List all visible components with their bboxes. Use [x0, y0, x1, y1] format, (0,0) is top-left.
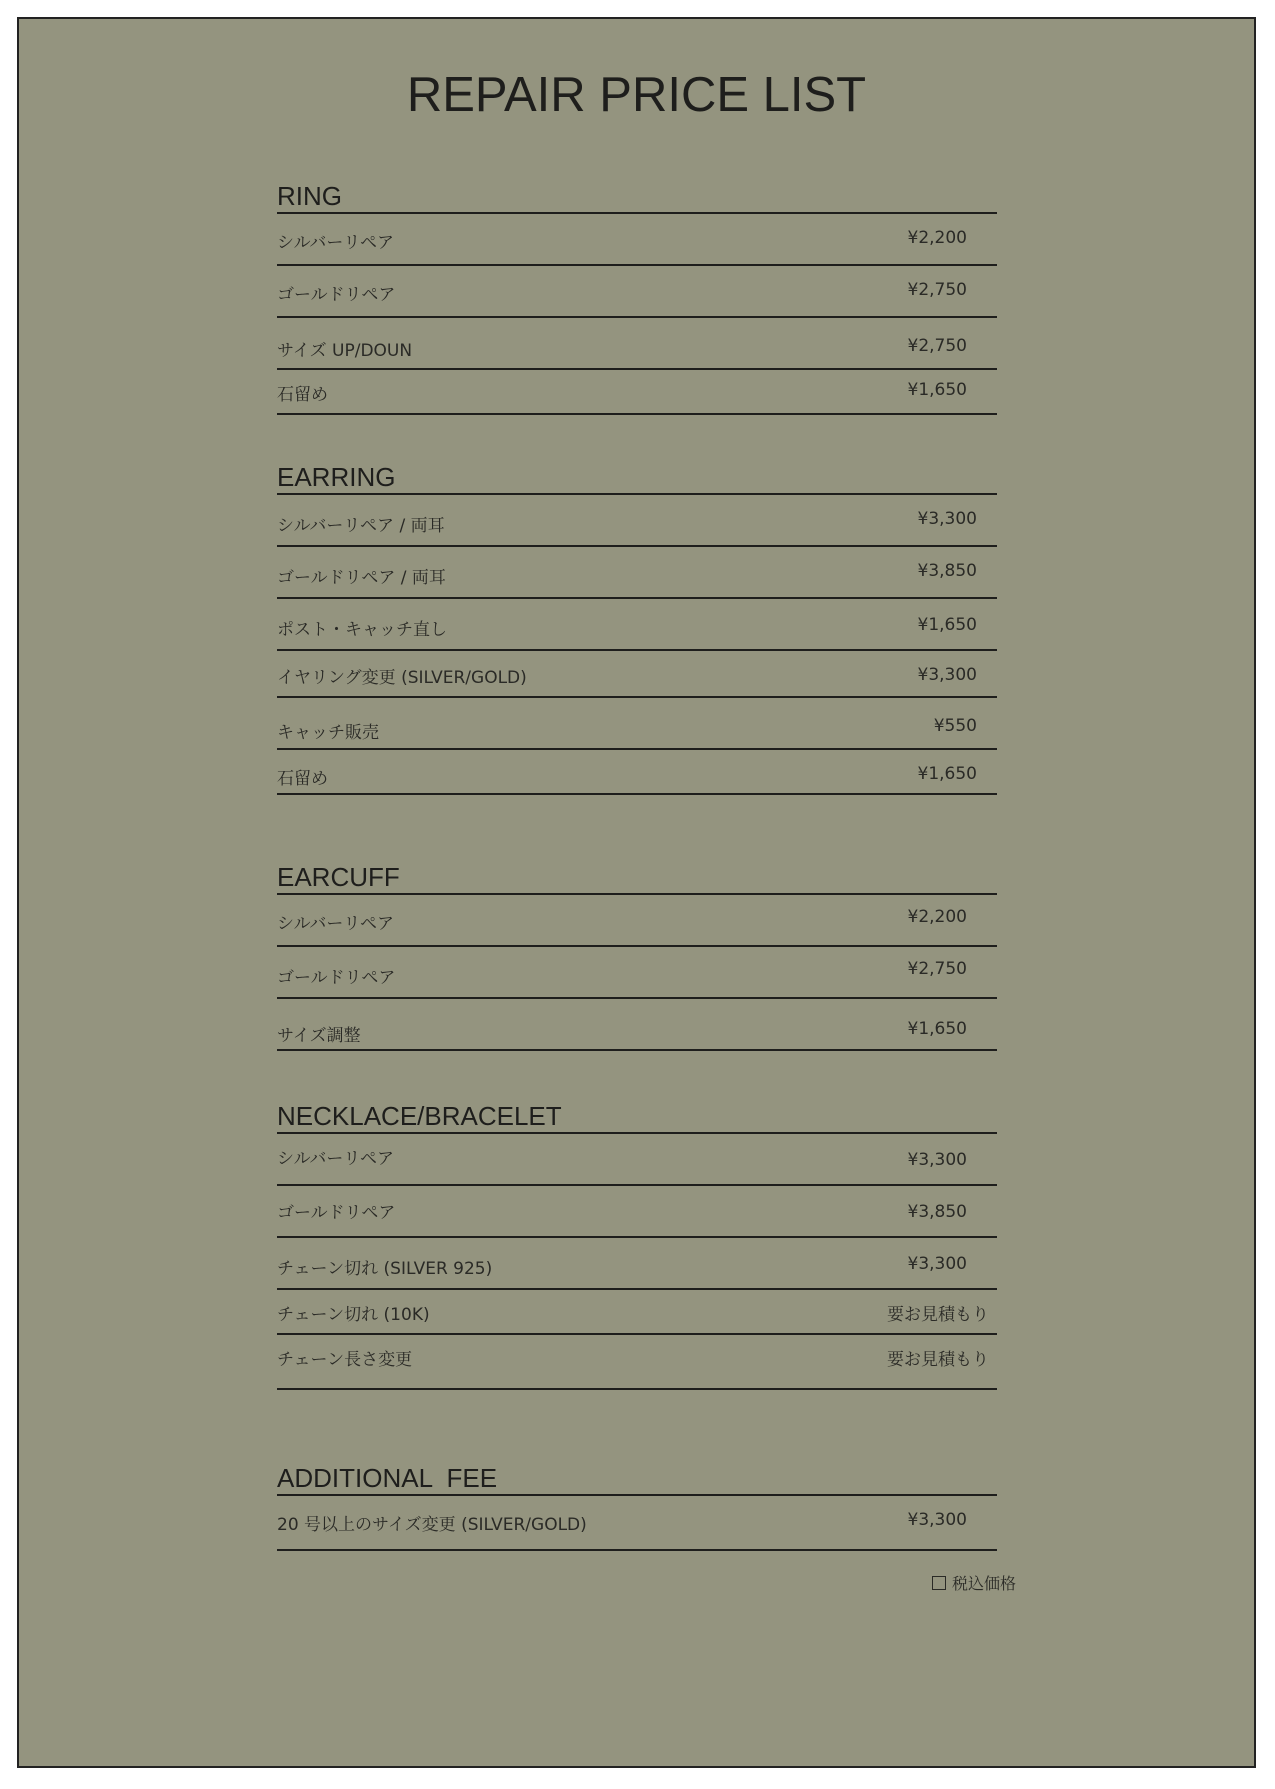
price-list-sheet — [17, 17, 1256, 1768]
item-label: ポスト・キャッチ直し — [277, 620, 447, 640]
price-row — [277, 1335, 997, 1390]
item-label: シルバーリペア — [277, 233, 395, 253]
checkbox-square-icon — [932, 1576, 946, 1590]
item-price: ¥3,300 — [917, 665, 977, 685]
price-row — [277, 698, 997, 750]
price-row — [277, 1290, 997, 1335]
price-row — [277, 547, 997, 599]
item-label: ゴールドリペア / 両耳 — [277, 568, 446, 588]
item-price: ¥3,300 — [907, 1150, 967, 1170]
item-label: ゴールドリペア — [277, 285, 396, 305]
item-label: 20 号以上のサイズ変更 (SILVER/GOLD) — [277, 1515, 587, 1535]
price-row — [277, 1134, 997, 1186]
section-title: NECKLACE/BRACELET — [277, 1103, 997, 1134]
item-price: ¥2,200 — [907, 907, 967, 927]
price-row — [277, 999, 997, 1051]
item-label: シルバーリペア / 両耳 — [277, 516, 445, 536]
tax-included-label: 税込価格 — [951, 1574, 1016, 1593]
item-price: ¥550 — [933, 716, 977, 736]
section-earcuff — [277, 864, 997, 1051]
price-row — [277, 947, 997, 999]
price-row — [277, 1238, 997, 1290]
price-row — [277, 599, 997, 651]
item-label: チェーン切れ (SILVER 925) — [277, 1259, 493, 1279]
item-price: ¥3,300 — [907, 1254, 967, 1274]
item-price: ¥1,650 — [917, 764, 977, 784]
item-price: ¥3,850 — [917, 561, 977, 581]
section-title: EARRING — [277, 464, 997, 495]
price-row — [277, 651, 997, 698]
section-earring — [277, 464, 997, 795]
price-row — [277, 1496, 997, 1551]
item-label: イヤリング変更 (SILVER/GOLD) — [277, 668, 527, 688]
item-price: ¥3,300 — [907, 1510, 967, 1530]
item-label: キャッチ販売 — [277, 723, 379, 743]
section-necklace-bracelet — [277, 1103, 997, 1390]
item-price: ¥2,750 — [907, 280, 967, 300]
section-title: ADDITIONAL FEE — [277, 1465, 997, 1496]
section-additional-fee — [277, 1465, 997, 1551]
item-price: ¥1,650 — [917, 615, 977, 635]
item-label: 石留め — [277, 385, 328, 405]
price-row — [277, 214, 997, 266]
section-ring — [277, 183, 997, 415]
price-row — [277, 495, 997, 547]
item-price: ¥3,300 — [917, 509, 977, 529]
item-price: ¥1,650 — [907, 380, 967, 400]
item-price: ¥1,650 — [907, 1019, 967, 1039]
price-row — [277, 1186, 997, 1238]
item-label: 石留め — [277, 769, 328, 789]
price-row — [277, 318, 997, 370]
item-label: サイズ調整 — [277, 1026, 361, 1046]
item-label: チェーン切れ (10K) — [277, 1305, 430, 1325]
section-title: RING — [277, 183, 997, 214]
page-title: REPAIR PRICE LIST — [406, 68, 867, 122]
item-label: チェーン長さ変更 — [277, 1350, 413, 1370]
item-price: 要お見積もり — [887, 1350, 989, 1370]
price-row — [277, 370, 997, 415]
item-label: ゴールドリペア — [277, 968, 396, 988]
price-row — [277, 750, 997, 795]
tax-included-note — [932, 1571, 1016, 1594]
item-label: サイズ UP/DOUN — [277, 341, 413, 361]
price-row — [277, 895, 997, 947]
item-price: ¥2,750 — [907, 336, 967, 356]
section-title: EARCUFF — [277, 864, 997, 895]
item-price: 要お見積もり — [887, 1305, 989, 1325]
item-price: ¥2,750 — [907, 959, 967, 979]
item-label: ゴールドリペア — [277, 1203, 396, 1223]
item-label: シルバーリペア — [277, 1149, 395, 1169]
item-price: ¥2,200 — [907, 228, 967, 248]
price-row — [277, 266, 997, 318]
item-label: シルバーリペア — [277, 914, 395, 934]
item-price: ¥3,850 — [907, 1202, 967, 1222]
